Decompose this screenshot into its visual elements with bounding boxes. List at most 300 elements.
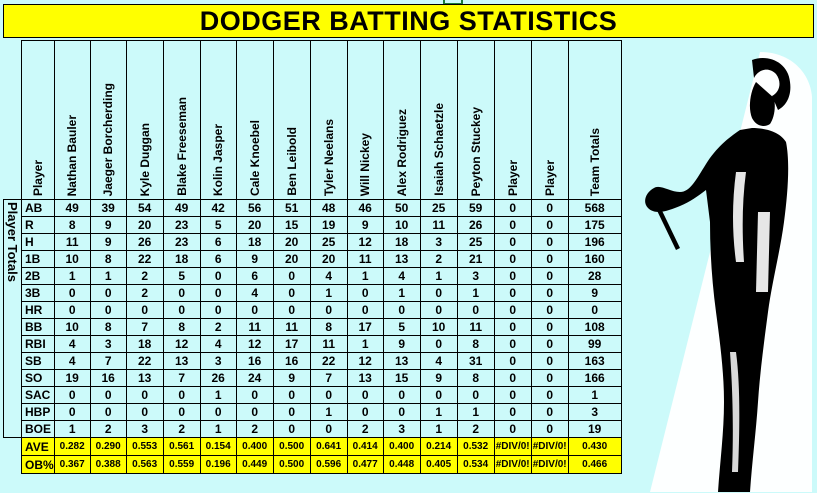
player-name: Kyle Duggan (137, 122, 152, 196)
stat-value-cell[interactable]: 0 (236, 302, 273, 319)
stat-value-cell[interactable]: 59 (457, 200, 494, 217)
team-total-cell[interactable]: 28 (568, 268, 621, 285)
player-totals-side-cell[interactable] (4, 200, 22, 438)
stat-row (4, 234, 622, 251)
stat-value-cell[interactable]: 42 (200, 200, 236, 217)
stat-value-cell[interactable]: 0.534 (457, 456, 494, 474)
stat-value-cell[interactable]: 1 (457, 404, 494, 421)
stat-value-cell[interactable]: 12 (347, 353, 383, 370)
team-total-cell[interactable]: 108 (568, 319, 621, 336)
stat-value-cell[interactable]: 0 (90, 302, 126, 319)
stat-row (4, 404, 622, 421)
stat-value-cell[interactable]: 2 (236, 421, 273, 438)
stat-value-cell[interactable]: 0 (310, 302, 347, 319)
stat-value-cell[interactable]: 0 (420, 302, 457, 319)
stat-value-cell[interactable]: 23 (163, 217, 200, 234)
stat-row (4, 319, 622, 336)
stat-row (4, 387, 622, 404)
team-total-cell[interactable]: 0.430 (568, 438, 621, 456)
stat-value-cell[interactable]: 10 (383, 217, 420, 234)
stat-label-cell[interactable]: 1B (22, 251, 55, 268)
stat-value-cell[interactable]: 0 (163, 404, 200, 421)
team-total-cell[interactable]: 160 (568, 251, 621, 268)
stat-value-cell[interactable]: 0 (531, 200, 568, 217)
stat-value-cell[interactable]: 11 (54, 234, 90, 251)
stat-value-cell[interactable]: 0 (494, 319, 531, 336)
stat-value-cell[interactable]: 0 (457, 302, 494, 319)
stat-row (4, 421, 622, 438)
stat-label-cell[interactable]: HBP (22, 404, 55, 421)
stat-value-cell[interactable]: 24 (236, 370, 273, 387)
stat-value-cell[interactable]: 9 (347, 217, 383, 234)
stat-value-cell[interactable]: 11 (420, 217, 457, 234)
stat-value-cell[interactable]: 2 (90, 421, 126, 438)
stat-value-cell[interactable]: 9 (273, 370, 310, 387)
header-player-cell[interactable] (347, 41, 383, 200)
stat-value-cell[interactable]: 0 (420, 387, 457, 404)
stat-value-cell[interactable]: 1 (200, 421, 236, 438)
header-player-cell[interactable] (236, 41, 273, 200)
stat-value-cell[interactable]: 11 (310, 336, 347, 353)
stat-label-cell[interactable]: SAC (22, 387, 55, 404)
stat-value-cell[interactable]: 9 (90, 217, 126, 234)
stat-value-cell[interactable]: 15 (383, 370, 420, 387)
stat-row (4, 217, 622, 234)
stat-value-cell[interactable]: 16 (273, 353, 310, 370)
stat-value-cell[interactable]: 22 (310, 353, 347, 370)
stat-value-cell[interactable]: 4 (236, 285, 273, 302)
stat-value-cell[interactable]: 0 (531, 217, 568, 234)
team-total-cell[interactable]: 175 (568, 217, 621, 234)
stat-label-cell[interactable]: R (22, 217, 55, 234)
team-total-cell[interactable]: 196 (568, 234, 621, 251)
header-player-cell[interactable] (200, 41, 236, 200)
stat-value-cell[interactable]: 0 (200, 268, 236, 285)
stat-value-cell[interactable]: 0 (531, 387, 568, 404)
stat-value-cell[interactable]: 4 (420, 353, 457, 370)
stat-value-cell[interactable]: 0 (347, 387, 383, 404)
team-total-cell[interactable]: 568 (568, 200, 621, 217)
stat-label-cell[interactable]: SO (22, 370, 55, 387)
stat-value-cell[interactable]: 0.290 (90, 438, 126, 456)
player-name: Blake Freeseman (174, 97, 189, 196)
stat-value-cell[interactable]: 0 (347, 285, 383, 302)
stat-value-cell[interactable]: 9 (236, 251, 273, 268)
stat-value-cell[interactable]: 0 (90, 387, 126, 404)
stat-value-cell[interactable]: 11 (236, 319, 273, 336)
stat-value-cell[interactable]: 25 (457, 234, 494, 251)
stat-value-cell[interactable]: 25 (420, 200, 457, 217)
stat-value-cell[interactable]: 1 (420, 421, 457, 438)
stat-value-cell[interactable]: 5 (200, 217, 236, 234)
stat-value-cell[interactable]: 54 (126, 200, 163, 217)
stat-value-cell[interactable]: 0 (531, 336, 568, 353)
stat-value-cell[interactable]: 1 (90, 268, 126, 285)
stat-value-cell[interactable]: 0 (273, 404, 310, 421)
stat-label-cell[interactable]: AVE (22, 438, 55, 456)
stat-value-cell[interactable]: 56 (236, 200, 273, 217)
stat-value-cell[interactable]: 20 (126, 217, 163, 234)
stat-value-cell[interactable]: 0 (310, 421, 347, 438)
stat-value-cell[interactable]: 4 (54, 336, 90, 353)
stats-table (3, 40, 622, 474)
stat-value-cell[interactable]: 0 (200, 285, 236, 302)
stat-value-cell[interactable]: 22 (126, 353, 163, 370)
stat-value-cell[interactable]: 3 (457, 268, 494, 285)
stat-row (4, 353, 622, 370)
header-player-cell[interactable] (54, 41, 90, 200)
stat-value-cell[interactable]: 26 (126, 234, 163, 251)
stat-value-cell[interactable]: 5 (383, 319, 420, 336)
stat-value-cell[interactable]: 0.500 (273, 456, 310, 474)
stat-value-cell[interactable]: 0 (54, 285, 90, 302)
stat-value-cell[interactable]: 1 (310, 404, 347, 421)
stat-value-cell[interactable]: 4 (383, 268, 420, 285)
stat-value-cell[interactable]: 0 (494, 370, 531, 387)
stat-value-cell[interactable]: 6 (200, 234, 236, 251)
stat-value-cell[interactable]: 0.563 (126, 456, 163, 474)
stat-value-cell[interactable]: 0 (126, 302, 163, 319)
stat-value-cell[interactable]: 0 (383, 404, 420, 421)
team-total-cell[interactable]: 19 (568, 421, 621, 438)
stat-value-cell[interactable]: #DIV/0! (494, 438, 531, 456)
stat-label-cell[interactable]: BOE (22, 421, 55, 438)
stat-label-cell[interactable]: H (22, 234, 55, 251)
stat-value-cell[interactable]: 48 (310, 200, 347, 217)
stat-value-cell[interactable]: 2 (163, 421, 200, 438)
stat-value-cell[interactable]: 0 (126, 404, 163, 421)
stat-value-cell[interactable]: 8 (310, 319, 347, 336)
stat-value-cell[interactable]: 16 (90, 370, 126, 387)
stat-value-cell[interactable]: 1 (383, 285, 420, 302)
player-name: Ben Leibold (284, 127, 299, 196)
header-player-cell[interactable] (22, 41, 55, 200)
header-player-cell[interactable] (383, 41, 420, 200)
stat-value-cell[interactable]: 4 (54, 353, 90, 370)
header-player-cell[interactable] (531, 41, 568, 200)
stat-value-cell[interactable]: 10 (54, 251, 90, 268)
stat-value-cell[interactable]: 0 (273, 268, 310, 285)
team-total-cell[interactable]: 3 (568, 404, 621, 421)
stat-value-cell[interactable]: 25 (310, 234, 347, 251)
stat-value-cell[interactable]: 23 (163, 234, 200, 251)
stat-value-cell[interactable]: 0 (494, 421, 531, 438)
stat-value-cell[interactable]: 0 (494, 404, 531, 421)
stat-value-cell[interactable]: 0 (494, 285, 531, 302)
stat-value-cell[interactable]: 10 (54, 319, 90, 336)
stat-value-cell[interactable]: 9 (90, 234, 126, 251)
stat-value-cell[interactable]: 0 (531, 302, 568, 319)
stat-value-cell[interactable]: 0 (163, 285, 200, 302)
stat-value-cell[interactable]: 0 (273, 387, 310, 404)
stat-value-cell[interactable]: 0 (531, 234, 568, 251)
stat-value-cell[interactable]: 0.214 (420, 438, 457, 456)
stat-label-cell[interactable]: SB (22, 353, 55, 370)
stat-value-cell[interactable]: 0.449 (236, 456, 273, 474)
stat-value-cell[interactable]: 0 (163, 302, 200, 319)
stat-value-cell[interactable]: 13 (347, 370, 383, 387)
player-name: Tyler Neelans (321, 118, 336, 196)
header-player-cell[interactable] (457, 41, 494, 200)
header-player-cell[interactable] (310, 41, 347, 200)
stat-value-cell[interactable]: 49 (54, 200, 90, 217)
stat-value-cell[interactable]: 0 (531, 421, 568, 438)
stat-row (4, 251, 622, 268)
stat-value-cell[interactable]: 0.532 (457, 438, 494, 456)
stat-value-cell[interactable]: 22 (126, 251, 163, 268)
stat-value-cell[interactable]: 39 (90, 200, 126, 217)
stat-value-cell[interactable]: 0 (531, 319, 568, 336)
stat-value-cell[interactable]: 1 (54, 421, 90, 438)
stat-value-cell[interactable]: 8 (163, 319, 200, 336)
stat-value-cell[interactable]: 0 (494, 387, 531, 404)
stat-value-cell[interactable]: 21 (457, 251, 494, 268)
player-name: Peyton Stuckey (468, 106, 483, 196)
stat-value-cell[interactable]: 0 (383, 387, 420, 404)
stat-value-cell[interactable]: 0 (420, 336, 457, 353)
stat-value-cell[interactable]: 20 (273, 234, 310, 251)
stat-value-cell[interactable]: 0.596 (310, 456, 347, 474)
stat-label-cell[interactable]: BB (22, 319, 55, 336)
stat-value-cell[interactable]: 1 (420, 268, 457, 285)
stat-value-cell[interactable]: 8 (90, 319, 126, 336)
stat-value-cell[interactable]: 0 (531, 251, 568, 268)
stat-value-cell[interactable]: 49 (163, 200, 200, 217)
stat-value-cell[interactable]: 6 (200, 251, 236, 268)
stat-value-cell[interactable]: 11 (457, 319, 494, 336)
stat-value-cell[interactable]: 0 (273, 302, 310, 319)
stat-value-cell[interactable]: 8 (90, 251, 126, 268)
stat-value-cell[interactable]: 0 (90, 404, 126, 421)
stat-value-cell[interactable]: 0.553 (126, 438, 163, 456)
stat-value-cell[interactable]: 0 (200, 302, 236, 319)
stat-value-cell[interactable]: 46 (347, 200, 383, 217)
stat-label-cell[interactable]: OB% (22, 456, 55, 474)
stat-value-cell[interactable]: 0 (163, 387, 200, 404)
average-row (4, 456, 622, 474)
stat-value-cell[interactable]: 0.448 (383, 456, 420, 474)
stat-value-cell[interactable]: 8 (54, 217, 90, 234)
stat-value-cell[interactable]: 13 (383, 353, 420, 370)
stat-value-cell[interactable]: 20 (310, 251, 347, 268)
stat-label-cell[interactable]: 2B (22, 268, 55, 285)
stat-value-cell[interactable]: 0 (420, 285, 457, 302)
stat-value-cell[interactable]: 7 (310, 370, 347, 387)
stat-value-cell[interactable]: 2 (457, 421, 494, 438)
stat-value-cell[interactable]: 6 (236, 268, 273, 285)
stat-value-cell[interactable]: 0 (494, 234, 531, 251)
stat-value-cell[interactable]: 3 (90, 336, 126, 353)
stat-value-cell[interactable]: 9 (383, 336, 420, 353)
stat-value-cell[interactable]: 51 (273, 200, 310, 217)
team-total-cell[interactable]: 99 (568, 336, 621, 353)
stat-value-cell[interactable]: 0 (54, 302, 90, 319)
stat-value-cell[interactable]: 0 (54, 387, 90, 404)
stat-value-cell[interactable]: 0 (531, 268, 568, 285)
team-total-cell[interactable]: 0 (568, 302, 621, 319)
stat-value-cell[interactable]: #DIV/0! (494, 456, 531, 474)
stat-value-cell[interactable]: 0.282 (54, 438, 90, 456)
stat-value-cell[interactable]: 12 (236, 336, 273, 353)
stat-value-cell[interactable]: 0.388 (90, 456, 126, 474)
stat-value-cell[interactable]: 20 (236, 217, 273, 234)
stat-value-cell[interactable]: 11 (347, 251, 383, 268)
stat-value-cell[interactable]: 0.405 (420, 456, 457, 474)
stat-value-cell[interactable]: 18 (383, 234, 420, 251)
stat-value-cell[interactable]: 7 (163, 370, 200, 387)
stat-value-cell[interactable]: 2 (420, 251, 457, 268)
team-total-cell[interactable]: 1 (568, 387, 621, 404)
stat-value-cell[interactable]: 19 (54, 370, 90, 387)
stat-value-cell[interactable]: 17 (347, 319, 383, 336)
stat-label-cell[interactable]: RBI (22, 336, 55, 353)
header-player-cell[interactable] (126, 41, 163, 200)
stat-value-cell[interactable]: 16 (236, 353, 273, 370)
stat-value-cell[interactable]: 4 (310, 268, 347, 285)
stat-value-cell[interactable]: 8 (457, 370, 494, 387)
team-total-cell[interactable]: 0.466 (568, 456, 621, 474)
stat-value-cell[interactable]: 0.641 (310, 438, 347, 456)
corner-cell (4, 41, 22, 200)
stat-value-cell[interactable]: 8 (457, 336, 494, 353)
stat-value-cell[interactable]: 0.414 (347, 438, 383, 456)
stat-value-cell[interactable]: 1 (347, 268, 383, 285)
header-player-cell[interactable] (273, 41, 310, 200)
stat-value-cell[interactable]: 19 (310, 217, 347, 234)
stat-value-cell[interactable]: 7 (126, 319, 163, 336)
stat-value-cell[interactable]: 1 (347, 336, 383, 353)
stat-value-cell[interactable]: 0 (494, 251, 531, 268)
header-player-cell[interactable] (90, 41, 126, 200)
stat-value-cell[interactable]: 1 (310, 285, 347, 302)
stat-value-cell[interactable]: 0 (494, 353, 531, 370)
stat-value-cell[interactable]: 0.500 (273, 438, 310, 456)
stat-value-cell[interactable]: 13 (383, 251, 420, 268)
player-name: Player (505, 159, 520, 196)
stat-value-cell[interactable]: 0.561 (163, 438, 200, 456)
stat-value-cell[interactable]: 1 (200, 387, 236, 404)
stat-value-cell[interactable]: 0.400 (383, 438, 420, 456)
stat-value-cell[interactable]: 13 (163, 353, 200, 370)
header-player-cell[interactable] (420, 41, 457, 200)
stat-value-cell[interactable]: 0 (494, 217, 531, 234)
stat-value-cell[interactable]: 0 (273, 285, 310, 302)
stat-value-cell[interactable]: 0 (383, 302, 420, 319)
stat-value-cell[interactable]: 0.477 (347, 456, 383, 474)
stat-value-cell[interactable]: 15 (273, 217, 310, 234)
stat-value-cell[interactable]: 1 (457, 285, 494, 302)
stat-value-cell[interactable]: 0 (457, 387, 494, 404)
stat-value-cell[interactable]: 9 (420, 370, 457, 387)
player-name: Will Nickey (358, 132, 373, 196)
player-name: Alex Rodriguez (394, 108, 409, 196)
stat-value-cell[interactable]: 2 (126, 268, 163, 285)
stat-value-cell[interactable]: 26 (200, 370, 236, 387)
stat-value-cell[interactable]: 20 (273, 251, 310, 268)
stat-value-cell[interactable]: 0 (531, 353, 568, 370)
stat-value-cell[interactable]: 0 (347, 302, 383, 319)
stat-value-cell[interactable]: 4 (200, 336, 236, 353)
stat-value-cell[interactable]: 0 (347, 404, 383, 421)
team-total-cell[interactable]: 166 (568, 370, 621, 387)
stat-value-cell[interactable]: 0 (90, 285, 126, 302)
team-total-cell[interactable]: 9 (568, 285, 621, 302)
stat-value-cell[interactable]: 0.367 (54, 456, 90, 474)
stat-label-cell[interactable]: HR (22, 302, 55, 319)
stat-value-cell[interactable]: 0 (126, 387, 163, 404)
stat-value-cell[interactable]: 0 (310, 387, 347, 404)
stat-value-cell[interactable]: 1 (54, 268, 90, 285)
stat-value-cell[interactable]: 26 (457, 217, 494, 234)
stat-value-cell[interactable]: 31 (457, 353, 494, 370)
header-player-cell[interactable] (163, 41, 200, 200)
stat-value-cell[interactable]: 18 (236, 234, 273, 251)
stat-value-cell[interactable]: 0 (494, 268, 531, 285)
stat-value-cell[interactable]: 0.400 (236, 438, 273, 456)
stat-value-cell[interactable]: 0 (273, 421, 310, 438)
stat-value-cell[interactable]: 7 (90, 353, 126, 370)
stat-value-cell[interactable]: 0 (531, 404, 568, 421)
stat-value-cell[interactable]: 3 (383, 421, 420, 438)
stat-value-cell[interactable]: 3 (126, 421, 163, 438)
header-team-totals-cell[interactable] (568, 41, 621, 200)
stat-value-cell[interactable]: 18 (126, 336, 163, 353)
stat-value-cell[interactable]: 0 (236, 404, 273, 421)
stat-value-cell[interactable]: 2 (126, 285, 163, 302)
stat-value-cell[interactable]: 0 (494, 302, 531, 319)
average-row (4, 438, 622, 456)
stat-value-cell[interactable]: 1 (420, 404, 457, 421)
stat-value-cell[interactable]: 18 (163, 251, 200, 268)
stat-value-cell[interactable]: 12 (347, 234, 383, 251)
stat-value-cell[interactable]: 0 (54, 404, 90, 421)
blank-cell (4, 438, 22, 456)
stat-value-cell[interactable]: 5 (163, 268, 200, 285)
stat-value-cell[interactable]: 50 (383, 200, 420, 217)
stat-value-cell[interactable]: 12 (163, 336, 200, 353)
stat-value-cell[interactable]: #DIV/0! (531, 438, 568, 456)
stat-value-cell[interactable]: 17 (273, 336, 310, 353)
stat-value-cell[interactable]: 2 (200, 319, 236, 336)
stat-value-cell[interactable]: 0 (531, 370, 568, 387)
baseball-batter-silhouette-icon (640, 52, 815, 492)
stat-value-cell[interactable]: 0.559 (163, 456, 200, 474)
stat-row (4, 285, 622, 302)
stat-row (4, 370, 622, 387)
stat-row (4, 336, 622, 353)
stat-value-cell[interactable]: 13 (126, 370, 163, 387)
stat-value-cell[interactable]: 0 (531, 285, 568, 302)
stat-value-cell[interactable]: 0 (494, 336, 531, 353)
stat-label-cell[interactable]: 3B (22, 285, 55, 302)
stat-value-cell[interactable]: 10 (420, 319, 457, 336)
team-total-cell[interactable]: 163 (568, 353, 621, 370)
player-name: Jaeger Borcherding (101, 82, 116, 196)
stat-value-cell[interactable]: 0 (200, 404, 236, 421)
sheet-title[interactable]: DODGER BATTING STATISTICS (3, 4, 814, 38)
stat-label-cell[interactable]: AB (22, 200, 55, 217)
stat-value-cell[interactable]: 3 (200, 353, 236, 370)
stat-value-cell[interactable]: #DIV/0! (531, 456, 568, 474)
stat-value-cell[interactable]: 0 (236, 387, 273, 404)
stat-value-cell[interactable]: 2 (347, 421, 383, 438)
stat-value-cell[interactable]: 0 (494, 200, 531, 217)
header-player-cell[interactable] (494, 41, 531, 200)
stat-value-cell[interactable]: 0.154 (200, 438, 236, 456)
stat-value-cell[interactable]: 3 (420, 234, 457, 251)
stat-value-cell[interactable]: 0.196 (200, 456, 236, 474)
stat-value-cell[interactable]: 11 (273, 319, 310, 336)
